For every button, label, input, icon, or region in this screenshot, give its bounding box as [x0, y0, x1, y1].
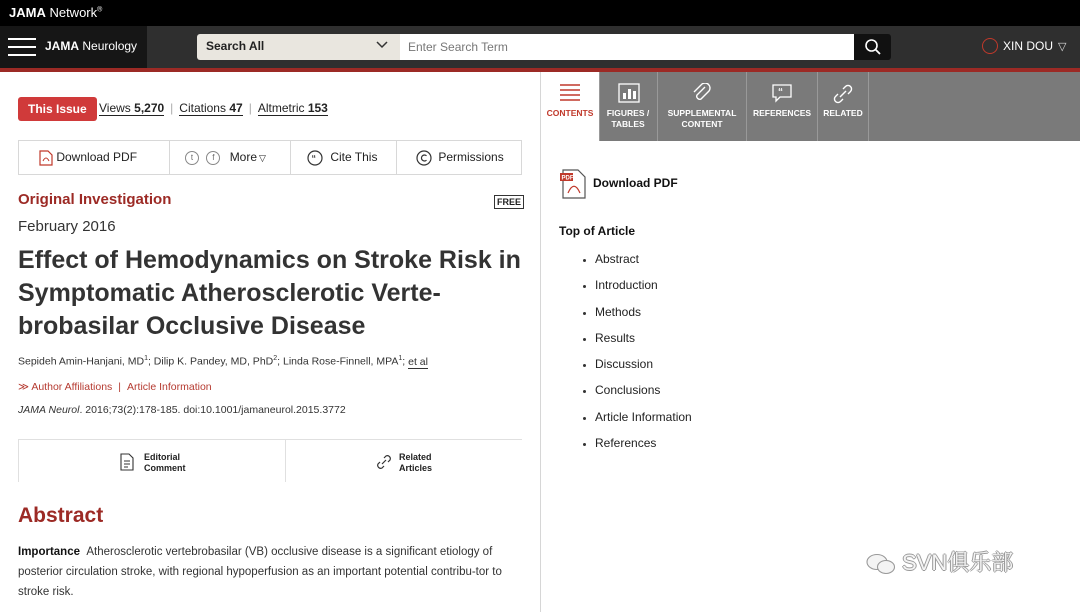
more-share-button[interactable]	[185, 141, 266, 174]
article-type: Original Investigation	[18, 191, 172, 208]
author-1-affiliation: 1	[144, 355, 148, 362]
altmetric-value: 153	[307, 101, 328, 115]
issue-date: February 2016	[18, 218, 116, 235]
editorial-comment-line1: Editorial	[144, 452, 181, 462]
altmetric-metric[interactable]	[258, 101, 328, 116]
sidebar-tabs	[541, 72, 1080, 141]
network-logo-bold: JAMA	[9, 5, 46, 20]
importance-text: Atherosclerotic vertebrobasilar (VB) occlusive disease is a significant etiology of posterior circulation stroke, with regional hypoperfusion as an important potential contribu-tor to stroke risk.	[18, 546, 502, 598]
author-2[interactable]: ; Dilip K. Pandey, MD, PhD	[147, 355, 274, 368]
quote-icon	[307, 150, 323, 166]
caret-down-icon: ▽	[1058, 40, 1067, 53]
hamburger-menu-icon[interactable]	[8, 38, 36, 56]
free-badge: FREE	[494, 195, 524, 209]
tab-contents-label: CONTENTS	[546, 108, 594, 118]
chevron-down-icon	[376, 38, 388, 53]
importance-label: Importance	[18, 546, 80, 558]
citation-line	[18, 404, 346, 416]
search-icon	[864, 38, 882, 56]
watermark	[866, 546, 1013, 577]
tab-related-label: RELATED	[823, 108, 863, 118]
author-1[interactable]: Sepideh Amin-Hanjani, MD	[18, 355, 145, 368]
search-scope-label: Search All	[206, 39, 265, 53]
toc-item-article-information[interactable]: Article Information	[583, 410, 692, 436]
network-logo-trademark: ®	[97, 6, 103, 14]
user-avatar-icon	[982, 38, 998, 54]
toc-item-references[interactable]: References	[583, 436, 692, 462]
twitter-icon[interactable]: t	[185, 151, 199, 165]
tab-figures-tables[interactable]	[600, 72, 657, 141]
cite-this-label: Cite This	[330, 150, 378, 164]
column-divider	[540, 72, 541, 612]
sidebar-download-pdf-label: Download PDF	[593, 176, 678, 190]
article-information-link[interactable]: Article Information	[127, 381, 212, 393]
tab-references[interactable]	[747, 72, 817, 141]
list-icon	[559, 83, 581, 101]
download-pdf-button[interactable]	[39, 141, 137, 174]
journal-menu	[0, 26, 147, 68]
search-input[interactable]	[400, 34, 854, 60]
permissions-button[interactable]	[416, 141, 504, 174]
views-label: Views	[99, 101, 131, 115]
related-articles-line1: Related	[399, 452, 432, 462]
article-column	[0, 72, 540, 612]
journal-name-bold: JAMA	[45, 39, 80, 53]
article-metrics: Views 5,270 | Citations 47 | Altmetric 153	[99, 101, 328, 115]
document-icon	[120, 453, 134, 471]
et-al-link[interactable]: et al	[408, 355, 428, 368]
link-icon	[375, 453, 393, 471]
views-metric[interactable]	[99, 101, 164, 116]
more-caret-icon: ▽	[259, 153, 266, 163]
copyright-icon	[416, 150, 432, 166]
jama-network-logo[interactable]	[9, 5, 102, 20]
citation-details: . 2016;73(2):178-185. doi:10.1001/jamaneurol.2015.3772	[79, 404, 346, 416]
citations-label: Citations	[179, 101, 226, 115]
related-content-box	[18, 439, 522, 481]
journal-name[interactable]	[45, 39, 137, 53]
author-list	[18, 355, 428, 368]
this-issue-button[interactable]: This Issue	[18, 97, 97, 121]
article-info-links: ≫ Author Affiliations | Article Information	[18, 381, 212, 393]
altmetric-label: Altmetric	[257, 101, 305, 115]
pdf-icon	[559, 169, 587, 199]
abstract-heading: Abstract	[18, 504, 104, 527]
user-name: XIN DOU	[1003, 39, 1054, 53]
author-separator: ;	[402, 355, 409, 368]
author-affiliations-link[interactable]: Author Affiliations	[31, 381, 113, 393]
tab-references-label: REFERENCES	[752, 108, 812, 118]
bar-chart-icon	[618, 83, 640, 103]
toc-item-discussion[interactable]: Discussion	[583, 357, 692, 383]
toc-item-abstract[interactable]: Abstract	[583, 252, 692, 278]
toc-heading: Top of Article	[559, 224, 635, 238]
article-title: Effect of Hemodynamics on Stroke Risk in Symptomatic Atherosclerotic Verte-brobasilar Occlusive Disease	[18, 246, 521, 340]
journal-name-rest: Neurology	[79, 39, 138, 53]
more-label: More	[229, 150, 258, 164]
network-bar	[0, 0, 1080, 26]
article-action-bar	[18, 140, 522, 175]
author-3[interactable]: ; Linda Rose-Finnell, MPA	[277, 355, 399, 368]
citations-metric[interactable]	[179, 101, 242, 116]
abstract-importance	[18, 542, 523, 602]
views-value: 5,270	[134, 101, 165, 115]
chat-bubbles-icon	[866, 553, 896, 575]
table-of-contents	[583, 252, 692, 462]
toc-item-introduction[interactable]: Introduction	[583, 278, 692, 304]
network-logo-rest: Network	[45, 5, 98, 20]
svg-text:“: “	[778, 87, 783, 98]
author-2-affiliation: 2	[273, 355, 278, 362]
editorial-comment-line2: Comment	[144, 463, 186, 473]
search-button[interactable]	[854, 34, 891, 60]
tab-figures-tables-label: FIGURES / TABLES	[606, 108, 650, 129]
quote-icon	[771, 83, 793, 103]
watermark-text: SVN俱乐部	[902, 550, 1014, 575]
tab-supplemental-content[interactable]	[658, 72, 746, 141]
citation-journal: JAMA Neurol	[18, 404, 80, 416]
permissions-label: Permissions	[438, 150, 504, 164]
related-articles-link[interactable]	[399, 452, 432, 474]
chevron-right-icon: ≫	[18, 381, 29, 393]
tab-related[interactable]	[818, 72, 868, 141]
svg-text:PDF: PDF	[561, 175, 574, 182]
journal-nav-bar	[0, 26, 1080, 68]
author-3-affiliation: 1	[398, 355, 403, 362]
editorial-comment-link[interactable]	[144, 452, 186, 474]
toc-item-methods[interactable]: Methods	[583, 305, 692, 331]
tab-supplemental-content-label: SUPPLEMENTAL CONTENT	[667, 108, 737, 129]
cite-this-button[interactable]	[307, 141, 377, 174]
download-pdf-label: Download PDF	[56, 150, 138, 164]
facebook-icon[interactable]: f	[206, 151, 220, 165]
pdf-icon	[39, 150, 53, 166]
toc-item-results[interactable]: Results	[583, 331, 692, 357]
link-icon	[832, 83, 854, 105]
search-scope-select[interactable]	[197, 34, 400, 60]
related-articles-line2: Articles	[399, 463, 433, 473]
toc-item-conclusions[interactable]: Conclusions	[583, 383, 692, 409]
paperclip-icon	[691, 83, 713, 105]
user-menu[interactable]	[982, 38, 1066, 56]
citations-value: 47	[229, 101, 243, 115]
svg-text:“: “	[311, 153, 316, 164]
tab-contents[interactable]	[541, 72, 599, 141]
